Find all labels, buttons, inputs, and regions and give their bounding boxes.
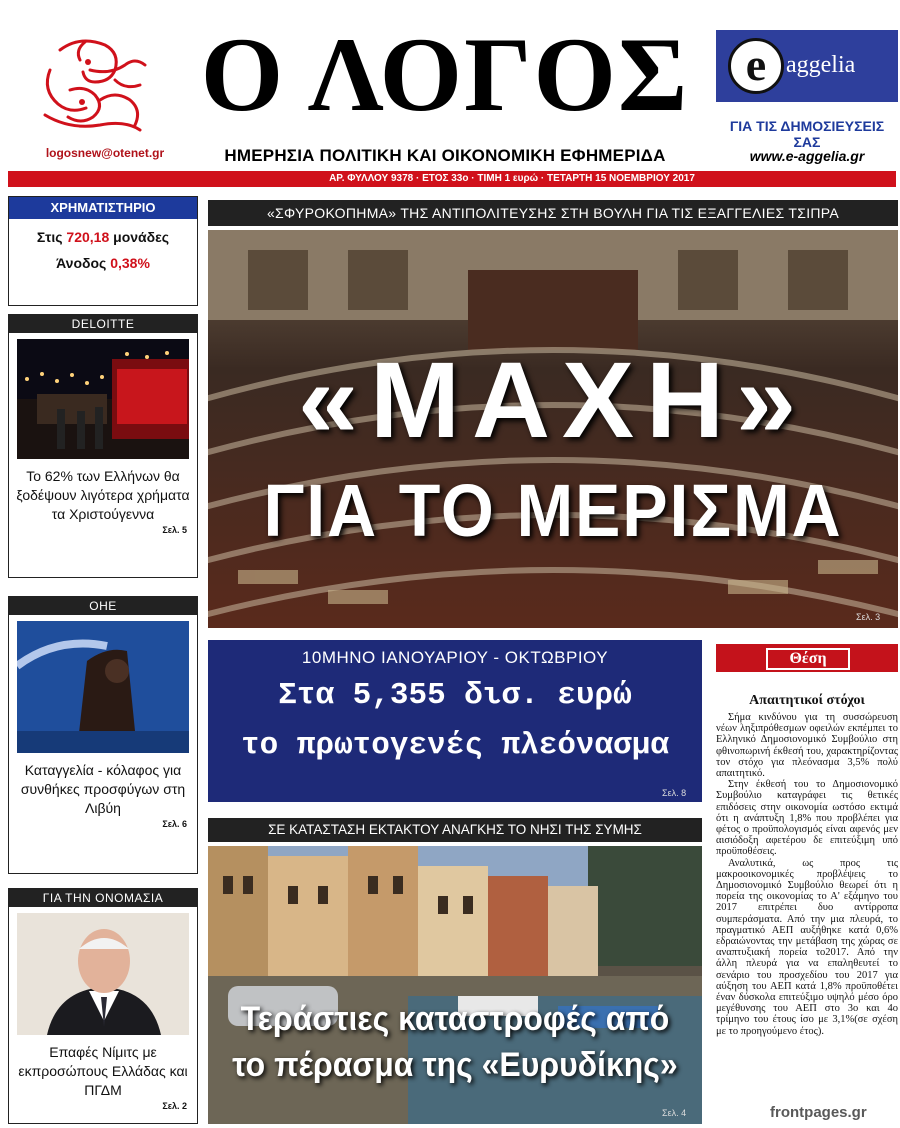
issue-info-bar: ΑΡ. ΦΥΛΛΟΥ 9378 · ΕΤΟΣ 33ο · ΤΙΜΗ 1 ευρώ · ΤΕΤΑΡΤΗ 15 ΝΟΕΜΒΡΙΟΥ 2017 [8, 171, 896, 187]
symi-headline-2: το πέρασμα της «Ευρυδίκης» [232, 1046, 678, 1084]
editorial-paragraph: Σήμα κινδύνου για τη συσσώρευση νέων ληξιπρόθεσμων οφειλών εκπέμπει το Ελληνικό Δημοσιονομικό Συμβούλιο στη φθινοπωρινή έκθεσή του, χαρακτηρίζοντας τον στόχο για πλεόνασμα 3,5% πολύ απαιτητικό. [716, 712, 898, 780]
story-head: DELOITTE [9, 315, 197, 333]
editorial-tag: Θέση [766, 648, 850, 670]
stock-change-value: 0,38% [110, 255, 150, 271]
contact-email: logosnew@otenet.gr [45, 146, 165, 160]
surplus-headline-1: Στα 5,355 δισ. ευρώ [278, 678, 632, 713]
editorial-body [716, 712, 898, 1116]
refugees-photo [17, 621, 189, 753]
symi-headline-1: Τεράστιες καταστροφές από [240, 1000, 670, 1038]
surplus-kicker: 10ΜΗΝΟ ΙΑΝΟΥΑΡΙΟΥ - ΟΚΤΩΒΡΙΟΥ [301, 648, 609, 667]
page-ref: Σελ. 2 [162, 1101, 187, 1111]
main-headline-1: «ΜΑΧΗ» [297, 339, 809, 460]
editorial-title: Απαιτητικοί στόχοι [749, 693, 865, 708]
stock-index-line: Στις 720,18 μονάδες [36, 229, 170, 245]
nimetz-portrait-photo [17, 913, 189, 1035]
page-ref: Σελ. 5 [162, 525, 187, 535]
newspaper-subtitle: ΗΜΕΡΗΣΙΑ ΠΟΛΙΤΙΚΗ ΚΑΙ ΟΙΚΟΝΟΜΙΚΗ ΕΦΗΜΕΡΙΔΑ [224, 146, 666, 165]
story-deloitte[interactable] [8, 314, 198, 578]
story-un[interactable] [8, 596, 198, 874]
page-ref: Σελ. 8 [662, 788, 687, 798]
story-head: ΟΗΕ [9, 597, 197, 615]
story-text: Το 62% των Ελλήνων θα ξοδέψουν λιγότερα χρήματα τα Χριστούγεννα [16, 468, 190, 522]
ad-url[interactable]: www.e-aggelia.gr [749, 148, 865, 164]
story-name-issue[interactable] [8, 888, 198, 1124]
editorial-paragraph: Στην έκθεσή του το Δημοσιονομικό Συμβούλιο καταγράφει τις θετικές επιδόσεις στην οικονομία ωστόσο εκτιμά ότι η ανάπτυξη 1,8% που προβλέπει για φέτος ο προϋπολογισμός είναι αφενός μεν αισιόδοξη αφετέρου δε επιτεύξιμη υπό προϋποθέσεις. [716, 779, 898, 858]
editorial-header [716, 644, 898, 672]
watermark: frontpages.gr [770, 1104, 867, 1121]
stock-exchange-head: ΧΡΗΜΑΤΙΣΤΗΡΙΟ [9, 197, 197, 219]
e-aggelia-ad[interactable] [716, 30, 898, 102]
newspaper-title: Ο ΛΟΓΟΣ [200, 16, 690, 133]
page-ref: Σελ. 6 [162, 819, 187, 829]
page-ref: Σελ. 4 [662, 1108, 687, 1118]
stock-index-value: 720,18 [66, 229, 110, 245]
stock-exchange-box [8, 196, 198, 306]
surplus-headline-2: το πρωτογενές πλεόνασμα [241, 728, 669, 763]
symi-headline [223, 996, 687, 1088]
logo-emblem-icon [30, 30, 160, 140]
symi-story-banner: ΣΕ ΚΑΤΑΣΤΑΣΗ ΕΚΤΑΚΤΟΥ ΑΝΑΓΚΗΣ ΤΟ ΝΗΣΙ ΤΗΣ ΣΥΜΗΣ [208, 818, 702, 842]
e-aggelia-logo-icon: e [728, 38, 784, 94]
story-text: Καταγγελία - κόλαφος για συνθήκες προσφύγων στη Λιβύη [20, 762, 186, 816]
page-ref: Σελ. 3 [856, 612, 881, 622]
story-text: Επαφές Νίμιτς με εκπροσώπους Ελλάδας και ΠΓΔΜ [18, 1044, 188, 1098]
christmas-market-photo [17, 339, 189, 459]
surplus-story[interactable] [208, 640, 702, 802]
masthead [0, 0, 900, 190]
ad-tagline: ΓΙΑ ΤΙΣ ΔΗΜΟΣΙΕΥΣΕΙΣ ΣΑΣ [729, 118, 885, 150]
main-story-banner: «ΣΦΥΡΟΚΟΠΗΜΑ» ΤΗΣ ΑΝΤΙΠΟΛΙΤΕΥΣΗΣ ΣΤΗ ΒΟΥΛΗ ΓΙΑ ΤΙΣ ΕΞΑΓΓΕΛΙΕΣ ΤΣΙΠΡΑ [208, 200, 898, 226]
stock-change-line: Άνοδος 0,38% [56, 255, 150, 271]
editorial-paragraph: Αναλυτικά, ως προς τις μακροοικονομικές προβλέψεις το Δημοσιονομικό Συμβούλιο θεωρεί ότι η πορεία της οικονομίας το Α' εξάμηνο του 2017 επιτρέπει δυο αντίρροπα συμπεράσματα. Από την μια πλευρά, το πραγματικό ΑΕΠ αυξήθηκε κατά 0,6% εδραιώνοντας την μετάβαση της χώρας σε αναπτυξιακή πορεία το2017. Από την άλλη πλευρά για να επαληθευτεί το σενάριο του προσχεδίου του 2017 για αύξηση του ΑΕΠ κατά 1,8% προϋποθέτει έναν δύσκολα επιτεύξιμο υψηλό μέσο όρο μεγέθυνσης του ΑΕΠ στο 3ο και 4ο τρίμηνο του έτους ίσο με 3,1%(σε σχέση με το προηγούμενο έτος). [716, 857, 898, 1037]
main-headline-2: ΓΙΑ ΤΟ ΜΕΡΙΣΜΑ [263, 469, 843, 552]
story-head: ΓΙΑ ΤΗΝ ΟΝΟΜΑΣΙΑ [9, 889, 197, 907]
e-aggelia-logo-text: aggelia [786, 52, 856, 78]
